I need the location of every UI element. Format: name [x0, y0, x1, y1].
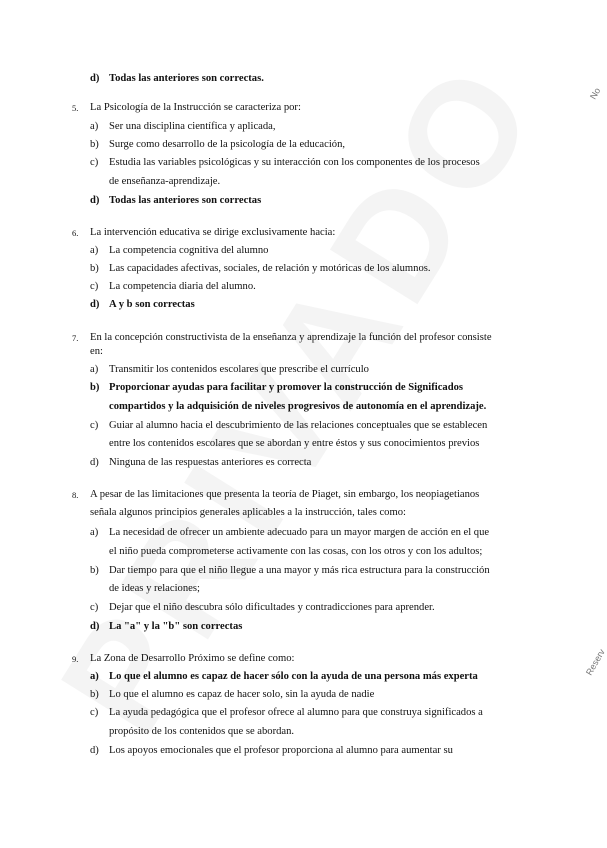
option-label: b) — [90, 565, 99, 576]
question-number: 6. — [72, 228, 79, 238]
question-text: La Zona de Desarrollo Próximo se define como: — [90, 653, 295, 664]
option-text: A y b son correctas — [109, 299, 195, 310]
option-text: Todas las anteriores son correctas — [109, 195, 262, 206]
option-label: d) — [90, 621, 100, 632]
option-text: Estudia las variables psicológicas y su interacción con los componentes de los procesos — [109, 157, 480, 168]
option-text: Surge como desarrollo de la psicología de la educación, — [109, 139, 346, 150]
option-label: c) — [90, 420, 99, 431]
question-text: señala algunos principios generales aplicables a la instrucción, tales como: — [90, 507, 406, 518]
option-text: de enseñanza-aprendizaje. — [109, 176, 221, 187]
option-text: Las capacidades afectivas, sociales, de relación y motóricas de los alumnos. — [109, 263, 431, 274]
option-label: d) — [90, 457, 99, 468]
option-text: propósito de los contenidos que se abordan. — [109, 726, 295, 737]
corner-watermark-right: Reserv — [584, 647, 607, 677]
option-text: Todas las anteriores son correctas. — [109, 73, 264, 84]
option-label: c) — [90, 602, 99, 613]
option-text: La necesidad de ofrecer un ambiente adecuado para un mayor margen de acción en el que — [109, 527, 490, 538]
option-text: Proporcionar ayudas para facilitar y promover la construcción de Significados — [109, 382, 464, 393]
option-text: Dar tiempo para que el niño llegue a una mayor y más rica estructura para la construcción — [109, 565, 490, 576]
option-label: b) — [90, 382, 100, 393]
option-text: Transmitir los contenidos escolares que prescribe el currículo — [109, 364, 369, 375]
option-text: entre los contenidos escolares que se abordan y entre éstos y sus conocimientos previos — [109, 438, 480, 449]
question-number: 7. — [72, 333, 79, 343]
option-text: Lo que el alumno es capaz de hacer solo, sin la ayuda de nadie — [109, 689, 375, 700]
option-text: Dejar que el niño descubra sólo dificultades y contradicciones para aprender. — [109, 602, 435, 613]
option-text: La competencia diaria del alumno. — [109, 281, 256, 292]
option-label: b) — [90, 689, 99, 700]
question-text: La Psicología de la Instrucción se caracteriza por: — [90, 102, 301, 113]
option-text: La ayuda pedagógica que el profesor ofrece al alumno para que construya significados a — [109, 707, 483, 718]
option-label: a) — [90, 364, 99, 375]
option-text: de ideas y relaciones; — [109, 583, 200, 594]
option-label: c) — [90, 281, 99, 292]
option-label: a) — [90, 527, 99, 538]
option-label: a) — [90, 245, 99, 256]
question-number: 8. — [72, 490, 79, 500]
question-text: La intervención educativa se dirige exclusivamente hacia: — [90, 227, 336, 238]
option-label: d) — [90, 299, 100, 310]
option-text: Ninguna de las respuestas anteriores es correcta — [109, 457, 312, 468]
option-label: d) — [90, 73, 100, 84]
question-text: A pesar de las limitaciones que presenta la teoría de Piaget, sin embargo, los neopiagetianos — [90, 489, 480, 500]
option-text: compartidos y la adquisición de niveles progresivos de autonomía en el aprendizaje. — [109, 401, 487, 412]
option-label: b) — [90, 263, 99, 274]
question-text: en: — [90, 346, 103, 357]
question-number: 5. — [72, 103, 79, 113]
option-label: a) — [90, 671, 99, 682]
option-text: Los apoyos emocionales que el profesor proporciona al alumno para aumentar su — [109, 745, 453, 756]
option-text: La "a" y la "b" son correctas — [109, 621, 243, 632]
question-text: En la concepción constructivista de la enseñanza y aprendizaje la función del profesor consiste — [90, 332, 492, 343]
option-label: b) — [90, 139, 99, 150]
option-text: Lo que el alumno es capaz de hacer sólo con la ayuda de una persona más experta — [109, 671, 478, 682]
option-text: el niño pueda comprometerse activamente con las cosas, con los otros y con los adultos; — [109, 546, 483, 557]
option-label: a) — [90, 121, 99, 132]
question-number: 9. — [72, 654, 79, 664]
option-text: Ser una disciplina científica y aplicada, — [109, 121, 276, 132]
option-label: d) — [90, 745, 99, 756]
corner-watermark-top: No — [588, 86, 603, 101]
option-label: c) — [90, 707, 99, 718]
option-text: Guiar al alumno hacia el descubrimiento de las relaciones conceptuales que se establecen — [109, 420, 488, 431]
option-label: c) — [90, 157, 99, 168]
option-text: La competencia cognitiva del alumno — [109, 245, 269, 256]
option-label: d) — [90, 195, 100, 206]
